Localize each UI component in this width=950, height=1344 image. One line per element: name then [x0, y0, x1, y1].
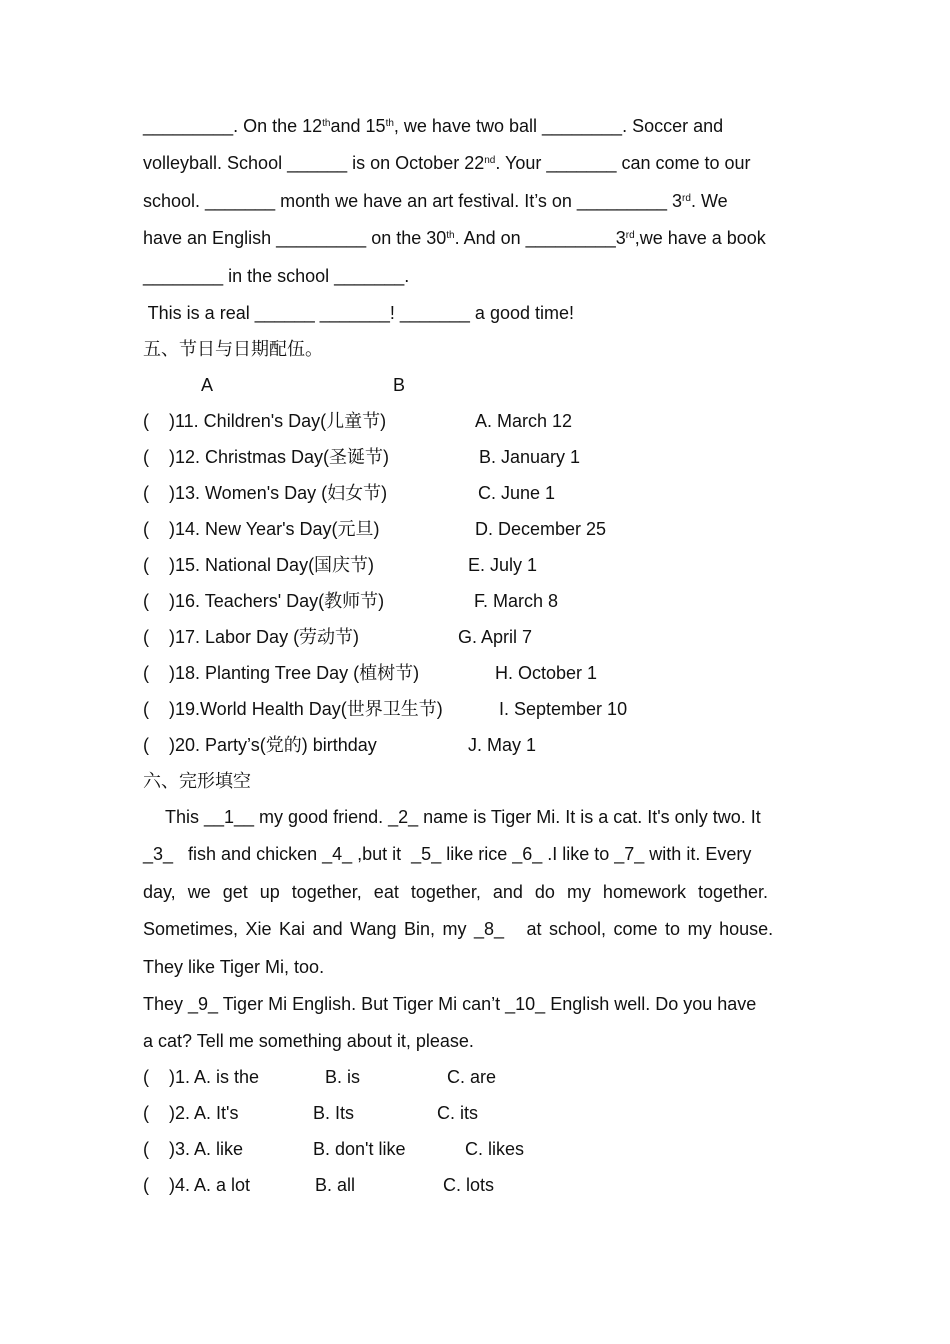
- passage-line-3: [143, 183, 806, 220]
- date: J. May 1: [468, 734, 537, 755]
- date: H. October 1: [495, 662, 598, 683]
- cloze-line-7: a cat? Tell me something about it, please.: [143, 1031, 474, 1052]
- cloze-line-5: They like Tiger Mi, too.: [143, 956, 325, 977]
- cloze-line-2: [143, 836, 806, 873]
- text: . And on _________3: [454, 228, 626, 249]
- date: E. July 1: [468, 554, 538, 575]
- date: G. April 7: [458, 626, 533, 647]
- question-option-c: C. likes: [465, 1139, 525, 1160]
- passage-line-2: [143, 145, 806, 182]
- question-row: [143, 1167, 806, 1203]
- superscript: th: [446, 230, 455, 242]
- question-option-b: B. is: [325, 1067, 361, 1088]
- column-a-header: A: [201, 374, 214, 395]
- text: . We: [690, 190, 728, 211]
- section-5-title: 五、节日与日期配伍。: [143, 338, 323, 359]
- question-option-c: C. its: [437, 1103, 479, 1124]
- date: I. September 10: [499, 698, 628, 719]
- text: and 15: [330, 116, 386, 136]
- holiday: ( )14. New Year's Day(元旦): [143, 518, 380, 539]
- match-row: [143, 619, 806, 655]
- passage-line-6: This is a real ______ _______! _______ a good time!: [143, 302, 574, 323]
- date: F. March 8: [474, 590, 559, 611]
- question-row: [143, 1059, 806, 1095]
- passage-line-5: ________ in the school _______.: [143, 265, 410, 286]
- cloze-line-4: [143, 911, 806, 948]
- holiday: ( )11. Children's Day(儿童节): [143, 410, 387, 431]
- date: C. June 1: [478, 482, 556, 503]
- question-option-a: ( )2. A. It's: [143, 1103, 239, 1124]
- superscript: rd: [682, 192, 691, 204]
- superscript: nd: [484, 155, 496, 167]
- holiday: ( )18. Planting Tree Day (植树节): [143, 662, 420, 683]
- match-row: [143, 583, 806, 619]
- text: _3_ fish and chicken _4_ ,but it _5_ like rice _6_ .I like to _7_ with it. Every: [143, 844, 752, 865]
- question-option-a: ( )3. A. like: [143, 1139, 244, 1160]
- cloze-line-1: [143, 799, 806, 836]
- match-row: [143, 439, 806, 475]
- question-option-a: ( )4. A. a lot: [143, 1175, 251, 1196]
- passage-line-4: [143, 220, 806, 257]
- match-row: [143, 547, 806, 583]
- question-option-b: B. don't like: [313, 1139, 406, 1160]
- text: Sometimes, Xie Kai and Wang Bin, my _8_ at school, come to my house.: [143, 919, 774, 940]
- holiday: ( )17. Labor Day (劳动节): [143, 626, 360, 647]
- text: school. _______ month we have an art festival. It’s on _________ 3: [143, 190, 683, 211]
- holiday: ( )13. Women's Day (妇女节): [143, 482, 388, 503]
- holiday: ( )20. Party’s(党的) birthday: [143, 734, 377, 755]
- superscript: rd: [625, 230, 635, 242]
- text: _________. On the 12: [143, 116, 323, 136]
- worksheet-page: [143, 108, 806, 1203]
- column-b-header: B: [393, 374, 406, 395]
- match-row: [143, 403, 806, 439]
- text: This __1__ my good friend. _2_ name is Tiger Mi. It is a cat. It's only two. It: [165, 806, 761, 827]
- date: B. January 1: [479, 446, 581, 467]
- match-row: [143, 511, 806, 547]
- match-row: [143, 727, 806, 763]
- superscript: th: [385, 118, 394, 129]
- question-option-c: C. lots: [443, 1175, 495, 1196]
- holiday: ( )15. National Day(国庆节): [143, 554, 375, 575]
- text: day, we get up together, eat together, and do my homework together.: [143, 881, 769, 902]
- date: D. December 25: [475, 518, 607, 539]
- match-row: [143, 655, 806, 691]
- question-option-b: B. Its: [313, 1103, 355, 1124]
- cloze-line-6: They _9_ Tiger Mi English. But Tiger Mi can’t _10_ English well. Do you have: [143, 993, 757, 1014]
- match-row: [143, 475, 806, 511]
- question-row: [143, 1131, 806, 1167]
- superscript: th: [322, 118, 331, 129]
- date: A. March 12: [475, 410, 573, 431]
- passage-line-1: [143, 108, 806, 145]
- holiday: ( )16. Teachers' Day(教师节): [143, 590, 385, 611]
- column-headers: [143, 367, 806, 403]
- text: , we have two ball ________. Soccer and: [393, 116, 724, 136]
- holiday: ( )12. Christmas Day(圣诞节): [143, 446, 390, 467]
- text: volleyball. School ______ is on October 22: [143, 153, 485, 174]
- match-row: [143, 691, 806, 727]
- text: . Your _______ can come to our: [495, 153, 751, 174]
- question-option-b: B. all: [315, 1175, 356, 1196]
- holiday: ( )19.World Health Day(世界卫生节): [143, 698, 443, 719]
- question-option-c: C. are: [447, 1067, 497, 1088]
- text: ,we have a book: [634, 228, 766, 249]
- text: have an English _________ on the 30: [143, 228, 447, 249]
- question-row: [143, 1095, 806, 1131]
- question-option-a: ( )1. A. is the: [143, 1067, 260, 1088]
- cloze-line-3: [143, 874, 806, 911]
- section-6-title: 六、完形填空: [143, 770, 251, 791]
